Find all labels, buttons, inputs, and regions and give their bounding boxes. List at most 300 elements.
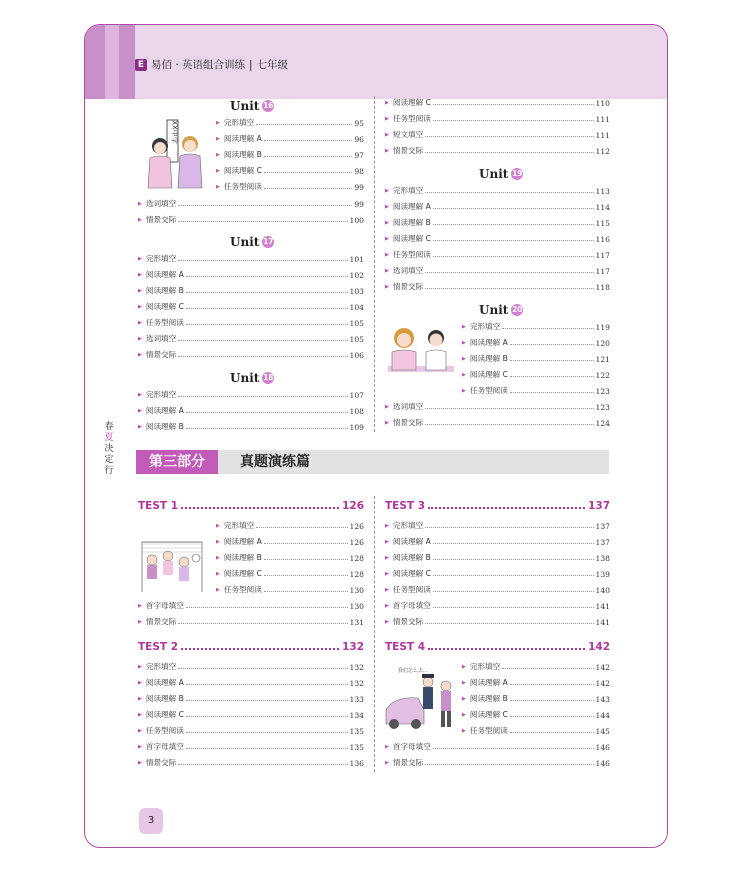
bullet-arrow-icon: ▶ bbox=[138, 217, 142, 223]
unit-20-illustration bbox=[386, 322, 456, 388]
toc-entry-page: 143 bbox=[595, 695, 610, 704]
toc-entry-label: 阅读理解 B bbox=[223, 150, 262, 159]
dot-leader bbox=[264, 543, 348, 544]
toc-entry[interactable] bbox=[385, 597, 610, 611]
dot-leader bbox=[178, 668, 347, 669]
toc-entry[interactable] bbox=[462, 722, 610, 736]
toc-entry[interactable] bbox=[385, 581, 610, 595]
toc-entry[interactable] bbox=[385, 549, 610, 563]
bullet-arrow-icon: ▶ bbox=[462, 728, 466, 734]
unit-number-badge: 20 bbox=[512, 305, 523, 314]
toc-entry-page: 98 bbox=[354, 167, 364, 176]
toc-entry-page: 103 bbox=[349, 287, 364, 296]
toc-entry[interactable] bbox=[462, 334, 610, 348]
dot-leader bbox=[264, 188, 353, 189]
toc-entry[interactable] bbox=[385, 754, 610, 768]
bullet-arrow-icon: ▶ bbox=[385, 204, 389, 210]
bullet-arrow-icon: ▶ bbox=[138, 336, 142, 342]
bullet-arrow-icon: ▶ bbox=[138, 619, 142, 625]
bullet-arrow-icon: ▶ bbox=[138, 352, 142, 358]
dot-leader bbox=[433, 240, 594, 241]
toc-entry-page: 119 bbox=[595, 323, 610, 332]
dot-leader bbox=[425, 136, 593, 137]
toc-entry-label: 阅读理解 C bbox=[223, 166, 262, 175]
toc-entry-page: 123 bbox=[595, 387, 610, 396]
toc-entry[interactable] bbox=[385, 738, 610, 752]
bullet-arrow-icon: ▶ bbox=[462, 664, 466, 670]
bullet-arrow-icon: ▶ bbox=[216, 184, 220, 190]
toc-entry-label: 阅读理解 A bbox=[145, 678, 184, 687]
toc-entry-label: 情景交际 bbox=[145, 215, 177, 224]
toc-entry[interactable] bbox=[216, 565, 364, 579]
test-title: TEST 4 bbox=[385, 641, 426, 653]
toc-entry[interactable] bbox=[385, 230, 610, 244]
dot-leader bbox=[433, 591, 594, 592]
dot-leader bbox=[425, 764, 593, 765]
dot-leader bbox=[433, 748, 594, 749]
dot-leader bbox=[178, 221, 347, 222]
toc-entry[interactable] bbox=[385, 142, 610, 156]
test-page: 126 bbox=[342, 500, 364, 512]
dot-leader bbox=[186, 292, 348, 293]
toc-entry-label: 选词填空 bbox=[145, 199, 177, 208]
toc-entry[interactable] bbox=[138, 211, 364, 225]
bullet-arrow-icon: ▶ bbox=[462, 388, 466, 394]
toc-entry-label: 情景交际 bbox=[392, 617, 424, 626]
dot-leader bbox=[510, 716, 594, 717]
toc-entry-page: 137 bbox=[595, 538, 610, 547]
bullet-arrow-icon: ▶ bbox=[385, 132, 389, 138]
column-divider-top bbox=[374, 96, 375, 432]
toc-entry-page: 104 bbox=[349, 303, 364, 312]
unit-16-heading bbox=[230, 99, 274, 113]
bullet-arrow-icon: ▶ bbox=[138, 288, 142, 294]
toc-entry-label: 阅读理解 A bbox=[469, 678, 508, 687]
bullet-arrow-icon: ▶ bbox=[385, 744, 389, 750]
test-page: 132 bbox=[342, 641, 364, 653]
dot-leader bbox=[264, 591, 348, 592]
bullet-arrow-icon: ▶ bbox=[138, 408, 142, 414]
toc-entry-page: 121 bbox=[595, 355, 610, 364]
toc-entry[interactable] bbox=[385, 110, 610, 124]
dot-leader bbox=[502, 668, 593, 669]
sign-text: XX中学 bbox=[170, 120, 179, 144]
bullet-arrow-icon: ▶ bbox=[462, 712, 466, 718]
dot-leader bbox=[181, 648, 339, 650]
toc-entry-page: 114 bbox=[595, 203, 610, 212]
toc-entry[interactable] bbox=[138, 706, 364, 720]
toc-entry-page: 146 bbox=[595, 759, 610, 768]
unit-20-heading bbox=[479, 303, 523, 317]
header-title bbox=[135, 57, 288, 72]
dot-leader bbox=[428, 507, 585, 509]
side-tag-char: 行 bbox=[104, 466, 114, 476]
bullet-arrow-icon: ▶ bbox=[462, 340, 466, 346]
toc-entry-page: 123 bbox=[595, 403, 610, 412]
toc-entry-label: 选词填空 bbox=[145, 334, 177, 343]
toc-entry-page: 122 bbox=[595, 371, 610, 380]
toc-entry[interactable] bbox=[462, 366, 610, 380]
book-title: 易佰 · 英语组合训练 bbox=[151, 59, 246, 71]
toc-entry-page: 134 bbox=[349, 711, 364, 720]
unit-16-illustration bbox=[140, 118, 208, 192]
toc-entry-label: 短文填空 bbox=[392, 130, 424, 139]
bullet-arrow-icon: ▶ bbox=[138, 603, 142, 609]
bullet-arrow-icon: ▶ bbox=[138, 712, 142, 718]
unit-number-badge: 17 bbox=[263, 237, 274, 246]
dot-leader bbox=[178, 396, 347, 397]
dot-leader bbox=[264, 575, 348, 576]
toc-entry-label: 阅读理解 A bbox=[223, 134, 262, 143]
toc-entry-page: 133 bbox=[349, 695, 364, 704]
toc-entry[interactable] bbox=[138, 314, 364, 328]
bullet-arrow-icon: ▶ bbox=[138, 256, 142, 262]
toc-entry[interactable] bbox=[385, 533, 610, 547]
dot-leader bbox=[433, 607, 594, 608]
toc-entry-page: 142 bbox=[595, 663, 610, 672]
dot-leader bbox=[178, 623, 347, 624]
toc-entry[interactable] bbox=[385, 182, 610, 196]
dot-leader bbox=[186, 716, 348, 717]
bullet-arrow-icon: ▶ bbox=[385, 420, 389, 426]
bullet-arrow-icon: ▶ bbox=[385, 284, 389, 290]
toc-entry-page: 130 bbox=[349, 586, 364, 595]
toc-entry[interactable] bbox=[216, 114, 364, 128]
bullet-arrow-icon: ▶ bbox=[462, 372, 466, 378]
grade-label: 七年级 bbox=[256, 59, 289, 71]
toc-entry[interactable] bbox=[385, 262, 610, 276]
toc-entry-page: 105 bbox=[349, 335, 364, 344]
toc-entry-label: 阅读理解 B bbox=[392, 553, 431, 562]
toc-entry-label: 情景交际 bbox=[145, 758, 177, 767]
toc-entry-label: 阅读理解 C bbox=[145, 302, 184, 311]
bullet-arrow-icon: ▶ bbox=[216, 136, 220, 142]
toc-entry-page: 136 bbox=[349, 759, 364, 768]
test-title: TEST 3 bbox=[385, 500, 426, 512]
toc-entry-label: 阅读理解 A bbox=[392, 537, 431, 546]
side-tag-char: 春 bbox=[104, 422, 114, 432]
dot-leader bbox=[178, 205, 352, 206]
test-2-heading[interactable] bbox=[138, 637, 364, 653]
dot-leader bbox=[502, 328, 593, 329]
dot-leader bbox=[264, 140, 352, 141]
toc-entry-label: 阅读理解 B bbox=[469, 354, 508, 363]
dot-leader bbox=[425, 272, 593, 273]
toc-entry-label: 情景交际 bbox=[392, 146, 424, 155]
dot-leader bbox=[510, 376, 594, 377]
toc-entry-label: 首字母填空 bbox=[392, 742, 431, 751]
toc-entry[interactable] bbox=[216, 533, 364, 547]
toc-entry-page: 137 bbox=[595, 522, 610, 531]
toc-entry-label: 阅读理解 A bbox=[145, 270, 184, 279]
brand-logo: E bbox=[135, 59, 147, 71]
bullet-arrow-icon: ▶ bbox=[216, 571, 220, 577]
dot-leader bbox=[510, 732, 594, 733]
toc-entry-page: 142 bbox=[595, 679, 610, 688]
dot-leader bbox=[425, 424, 593, 425]
toc-entry[interactable] bbox=[138, 195, 364, 209]
dot-leader bbox=[181, 507, 339, 509]
dot-leader bbox=[433, 559, 594, 560]
dot-leader bbox=[433, 224, 594, 225]
toc-entry[interactable] bbox=[385, 278, 610, 292]
toc-entry[interactable] bbox=[385, 94, 610, 108]
dot-leader bbox=[186, 324, 348, 325]
toc-entry-page: 117 bbox=[595, 251, 610, 260]
toc-entry-page: 102 bbox=[349, 271, 364, 280]
toc-entry[interactable] bbox=[138, 330, 364, 344]
toc-entry[interactable] bbox=[138, 738, 364, 752]
toc-entry[interactable] bbox=[138, 722, 364, 736]
toc-entry[interactable] bbox=[462, 382, 610, 396]
header-stripe-accent bbox=[105, 25, 119, 99]
toc-entry-label: 情景交际 bbox=[145, 617, 177, 626]
toc-entry[interactable] bbox=[385, 398, 610, 412]
unit-label: Unit bbox=[479, 167, 509, 181]
title-separator: | bbox=[249, 58, 253, 71]
test-4-heading[interactable] bbox=[385, 637, 610, 653]
dot-leader bbox=[433, 104, 594, 105]
toc-entry-label: 阅读理解 A bbox=[469, 338, 508, 347]
dot-leader bbox=[510, 684, 594, 685]
bullet-arrow-icon: ▶ bbox=[385, 587, 389, 593]
toc-entry-label: 任务型阅读 bbox=[392, 114, 431, 123]
test-3-heading[interactable] bbox=[385, 496, 610, 512]
toc-entry-label: 阅读理解 B bbox=[145, 422, 184, 431]
toc-entry-page: 111 bbox=[595, 131, 610, 140]
dot-leader bbox=[186, 748, 348, 749]
bullet-arrow-icon: ▶ bbox=[385, 268, 389, 274]
toc-entry-label: 阅读理解 B bbox=[223, 553, 262, 562]
toc-entry-page: 135 bbox=[349, 743, 364, 752]
toc-entry-page: 116 bbox=[595, 235, 610, 244]
toc-entry[interactable] bbox=[138, 418, 364, 432]
toc-entry-page: 100 bbox=[349, 216, 364, 225]
test-page: 137 bbox=[588, 500, 610, 512]
bullet-arrow-icon: ▶ bbox=[385, 116, 389, 122]
bullet-arrow-icon: ▶ bbox=[216, 523, 220, 529]
toc-entry-label: 阅读理解 C bbox=[392, 569, 431, 578]
toc-entry[interactable] bbox=[138, 402, 364, 416]
unit-label: Unit bbox=[230, 235, 260, 249]
toc-entry[interactable] bbox=[462, 706, 610, 720]
toc-entry[interactable] bbox=[138, 658, 364, 672]
toc-entry-page: 112 bbox=[595, 147, 610, 156]
toc-entry-label: 阅读理解 C bbox=[392, 234, 431, 243]
dot-leader bbox=[510, 344, 594, 345]
toc-entry-page: 101 bbox=[349, 255, 364, 264]
bullet-arrow-icon: ▶ bbox=[385, 603, 389, 609]
test-1-illustration bbox=[138, 534, 206, 596]
dot-leader bbox=[186, 428, 348, 429]
toc-entry[interactable] bbox=[462, 690, 610, 704]
toc-entry[interactable] bbox=[138, 690, 364, 704]
toc-entry-label: 完形填空 bbox=[223, 521, 255, 530]
toc-entry-label: 选词填空 bbox=[392, 266, 424, 275]
dot-leader bbox=[178, 764, 347, 765]
toc-entry-page: 99 bbox=[354, 200, 364, 209]
dot-leader bbox=[264, 559, 348, 560]
bullet-arrow-icon: ▶ bbox=[138, 201, 142, 207]
bullet-arrow-icon: ▶ bbox=[385, 555, 389, 561]
bullet-arrow-icon: ▶ bbox=[138, 744, 142, 750]
toc-entry-page: 110 bbox=[595, 99, 610, 108]
toc-entry-label: 完形填空 bbox=[145, 662, 177, 671]
toc-entry-label: 完形填空 bbox=[469, 322, 501, 331]
toc-entry[interactable] bbox=[216, 581, 364, 595]
bullet-arrow-icon: ▶ bbox=[385, 539, 389, 545]
toc-entry[interactable] bbox=[138, 674, 364, 688]
toc-entry-label: 首字母填空 bbox=[145, 601, 184, 610]
toc-entry-page: 126 bbox=[349, 538, 364, 547]
unit-18-heading bbox=[230, 371, 274, 385]
toc-entry[interactable] bbox=[462, 350, 610, 364]
test-title: TEST 2 bbox=[138, 641, 179, 653]
bullet-arrow-icon: ▶ bbox=[138, 424, 142, 430]
bullet-arrow-icon: ▶ bbox=[138, 680, 142, 686]
toc-entry-label: 情景交际 bbox=[392, 282, 424, 291]
toc-entry[interactable] bbox=[138, 597, 364, 611]
bullet-arrow-icon: ▶ bbox=[462, 680, 466, 686]
toc-entry[interactable] bbox=[216, 517, 364, 531]
unit-number-badge: 18 bbox=[263, 373, 274, 382]
toc-entry[interactable] bbox=[138, 346, 364, 360]
bullet-arrow-icon: ▶ bbox=[385, 404, 389, 410]
bullet-arrow-icon: ▶ bbox=[216, 152, 220, 158]
dot-leader bbox=[433, 256, 594, 257]
dot-leader bbox=[186, 607, 348, 608]
test-1-heading[interactable] bbox=[138, 496, 364, 512]
bullet-arrow-icon: ▶ bbox=[216, 539, 220, 545]
toc-entry-page: 144 bbox=[595, 711, 610, 720]
dot-leader bbox=[510, 392, 594, 393]
dot-leader bbox=[425, 152, 593, 153]
dot-leader bbox=[428, 648, 585, 650]
dot-leader bbox=[256, 124, 352, 125]
toc-entry-page: 124 bbox=[595, 419, 610, 428]
toc-entry-page: 128 bbox=[349, 554, 364, 563]
toc-entry-page: 139 bbox=[595, 570, 610, 579]
side-tag-char: 夏 bbox=[104, 433, 114, 443]
toc-entry-label: 首字母填空 bbox=[145, 742, 184, 751]
toc-entry[interactable] bbox=[462, 318, 610, 332]
bullet-arrow-icon: ▶ bbox=[216, 168, 220, 174]
toc-entry-page: 131 bbox=[349, 618, 364, 627]
toc-entry-page: 141 bbox=[595, 602, 610, 611]
column-divider-bottom bbox=[374, 496, 375, 772]
toc-entry-page: 141 bbox=[595, 618, 610, 627]
toc-entry[interactable] bbox=[138, 754, 364, 768]
unit-label: Unit bbox=[479, 303, 509, 317]
toc-entry[interactable] bbox=[385, 565, 610, 579]
dot-leader bbox=[186, 732, 348, 733]
toc-entry-label: 完形填空 bbox=[145, 390, 177, 399]
toc-entry-page: 135 bbox=[349, 727, 364, 736]
toc-entry[interactable] bbox=[462, 674, 610, 688]
bullet-arrow-icon: ▶ bbox=[462, 356, 466, 362]
unit-number-badge: 19 bbox=[512, 169, 523, 178]
toc-entry-page: 97 bbox=[354, 151, 364, 160]
bullet-arrow-icon: ▶ bbox=[462, 324, 466, 330]
toc-entry-label: 完形填空 bbox=[145, 254, 177, 263]
toc-entry[interactable] bbox=[138, 282, 364, 296]
dot-leader bbox=[510, 700, 594, 701]
toc-entry-page: 118 bbox=[595, 283, 610, 292]
toc-entry-page: 126 bbox=[349, 522, 364, 531]
toc-entry[interactable] bbox=[385, 414, 610, 428]
dot-leader bbox=[186, 700, 348, 701]
dot-leader bbox=[425, 527, 593, 528]
toc-entry[interactable] bbox=[385, 198, 610, 212]
toc-entry[interactable] bbox=[385, 613, 610, 627]
dot-leader bbox=[186, 276, 348, 277]
toc-entry-page: 107 bbox=[349, 391, 364, 400]
toc-entry-page: 115 bbox=[595, 219, 610, 228]
bullet-arrow-icon: ▶ bbox=[385, 523, 389, 529]
dot-leader bbox=[186, 684, 348, 685]
toc-entry-page: 120 bbox=[595, 339, 610, 348]
dot-leader bbox=[264, 172, 352, 173]
toc-entry[interactable] bbox=[138, 250, 364, 264]
bullet-arrow-icon: ▶ bbox=[385, 619, 389, 625]
toc-entry[interactable] bbox=[385, 214, 610, 228]
toc-entry[interactable] bbox=[385, 517, 610, 531]
bullet-arrow-icon: ▶ bbox=[138, 320, 142, 326]
bullet-arrow-icon: ▶ bbox=[138, 760, 142, 766]
bullet-arrow-icon: ▶ bbox=[216, 555, 220, 561]
toc-entry-page: 95 bbox=[354, 119, 364, 128]
bullet-arrow-icon: ▶ bbox=[216, 587, 220, 593]
toc-entry-page: 105 bbox=[349, 319, 364, 328]
toc-entry[interactable] bbox=[138, 298, 364, 312]
toc-entry[interactable] bbox=[462, 658, 610, 672]
section-title: 真题演练篇 bbox=[240, 454, 310, 470]
toc-entry[interactable] bbox=[216, 146, 364, 160]
test-page: 142 bbox=[588, 641, 610, 653]
toc-entry[interactable] bbox=[138, 613, 364, 627]
bullet-arrow-icon: ▶ bbox=[138, 392, 142, 398]
bullet-arrow-icon: ▶ bbox=[385, 188, 389, 194]
dot-leader bbox=[256, 527, 347, 528]
toc-entry-page: 145 bbox=[595, 727, 610, 736]
toc-entry[interactable] bbox=[216, 549, 364, 563]
toc-entry-label: 情景交际 bbox=[392, 418, 424, 427]
toc-entry[interactable] bbox=[216, 130, 364, 144]
toc-entry-page: 108 bbox=[349, 407, 364, 416]
bullet-arrow-icon: ▶ bbox=[462, 696, 466, 702]
toc-entry[interactable] bbox=[138, 266, 364, 280]
dot-leader bbox=[178, 356, 347, 357]
unit-label: Unit bbox=[230, 99, 260, 113]
bullet-arrow-icon: ▶ bbox=[138, 304, 142, 310]
bullet-arrow-icon: ▶ bbox=[385, 148, 389, 154]
bullet-arrow-icon: ▶ bbox=[385, 571, 389, 577]
toc-entry-label: 任务型阅读 bbox=[223, 585, 262, 594]
toc-entry-label: 情景交际 bbox=[392, 758, 424, 767]
dot-leader bbox=[264, 156, 352, 157]
toc-entry[interactable] bbox=[385, 126, 610, 140]
toc-entry[interactable] bbox=[216, 178, 364, 192]
toc-entry[interactable] bbox=[385, 246, 610, 260]
toc-entry[interactable] bbox=[216, 162, 364, 176]
side-tag-char: 决 bbox=[104, 444, 114, 454]
toc-entry-label: 阅读理解 A bbox=[392, 202, 431, 211]
dot-leader bbox=[433, 543, 594, 544]
page-number: 3 bbox=[139, 808, 163, 834]
toc-entry-page: 128 bbox=[349, 570, 364, 579]
test-4-illustration bbox=[384, 660, 458, 734]
toc-entry[interactable] bbox=[138, 386, 364, 400]
